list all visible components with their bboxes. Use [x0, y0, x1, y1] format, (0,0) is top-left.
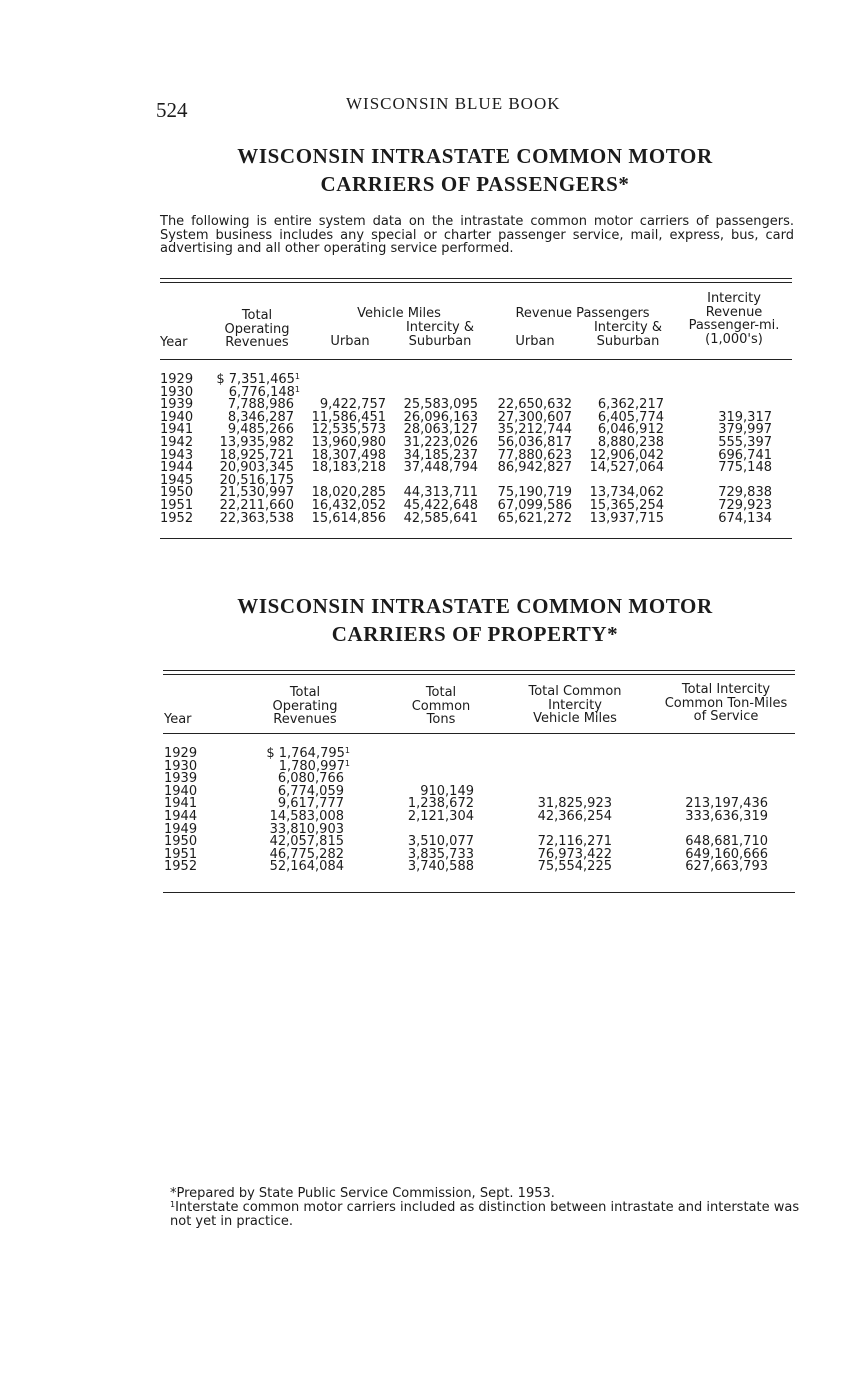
footnote-star: *Prepared by State Public Service Commission, Sept. 1953.	[170, 1186, 555, 1201]
pr-header-rev-l2: Operating	[272, 698, 338, 714]
table-cell: 1951	[160, 497, 194, 513]
table-cell: 75,554,225	[537, 859, 612, 875]
table-cell: 86,942,827	[497, 460, 572, 476]
table-cell: 44,313,711	[403, 485, 478, 501]
running-head: WISCONSIN BLUE BOOK	[346, 94, 561, 113]
cell-value: 1,780,997	[278, 758, 345, 774]
table-cell: 8,346,287	[227, 409, 294, 425]
table-cell: 42,366,254	[537, 808, 612, 824]
table-cell: 6,080,766	[277, 771, 344, 787]
table-cell: 22,363,538	[219, 510, 294, 526]
table-cell: 67,099,586	[497, 497, 572, 513]
table-cell	[670, 773, 768, 786]
table-cell: 1949	[164, 821, 198, 837]
table-cell: 15,365,254	[589, 497, 664, 513]
passengers-top-rule-2	[160, 282, 792, 283]
table-cell: 65,621,272	[497, 510, 572, 526]
pr-header-revenues	[255, 686, 355, 727]
table-cell: 775,148	[718, 460, 772, 476]
table-cell: 1944	[160, 460, 194, 476]
table-cell: 37,448,794	[403, 460, 478, 476]
pr-header-vm-l2: Intercity	[548, 697, 602, 713]
table-cell: 22,211,660	[219, 497, 294, 513]
pr-header-rev-l3: Revenues	[273, 712, 337, 727]
p-header-rp-intercity-l2: Suburban	[596, 333, 660, 349]
p-col-rp-intercity	[576, 374, 664, 525]
table-cell	[700, 387, 772, 400]
table-cell: 1944	[164, 808, 198, 824]
table-cell: 15,614,856	[311, 510, 386, 526]
passengers-title-line1: WISCONSIN INTRASTATE COMMON MOTOR	[237, 144, 713, 168]
table-cell	[520, 748, 612, 761]
table-cell: 3,740,588	[407, 859, 474, 875]
table-cell	[390, 374, 478, 387]
pr-header-tm-l1: Total Intercity	[681, 682, 771, 697]
pr-col-vehicle-miles	[520, 748, 612, 874]
footnote-mark: 1	[344, 758, 350, 768]
table-cell	[700, 374, 772, 387]
table-cell: 7,788,986	[227, 397, 294, 413]
table-cell: 45,422,648	[403, 497, 478, 513]
table-cell: 319,317	[718, 409, 772, 425]
table-cell: 27,300,607	[497, 409, 572, 425]
table-cell: 1952	[164, 859, 198, 875]
table-cell: 26,096,163	[403, 409, 478, 425]
table-cell: 18,307,498	[311, 447, 386, 463]
table-cell: 25,583,095	[403, 397, 478, 413]
passengers-title-line2: CARRIERS OF PASSENGERS*	[320, 172, 630, 196]
table-cell: 31,825,923	[537, 796, 612, 812]
table-cell: 20,903,345	[219, 460, 294, 476]
p-header-year: Year	[160, 335, 188, 350]
table-cell: 21,530,997	[219, 485, 294, 501]
p-col-rp-urban	[482, 374, 572, 525]
p-header-vm-intercity-l2: Suburban	[408, 333, 472, 349]
table-cell: 13,734,062	[589, 485, 664, 501]
p-header-ipm-l3: Passenger-mi.	[688, 318, 780, 333]
table-cell: 696,741	[718, 447, 772, 463]
p-header-rp-intercity-l1: Intercity &	[593, 320, 663, 335]
page-number: 524	[156, 98, 188, 122]
table-cell: 213,197,436	[685, 796, 768, 812]
p-header-vehicle-miles: Vehicle Miles	[357, 306, 441, 321]
passengers-header-rule	[160, 359, 792, 360]
table-cell: 18,020,285	[311, 485, 386, 501]
p-header-vm-intercity	[400, 321, 480, 348]
table-cell: 33,810,903	[269, 821, 344, 837]
pr-header-rev-l1: Total	[289, 685, 321, 700]
table-cell: 2,121,304	[407, 808, 474, 824]
table-cell: 729,838	[718, 485, 772, 501]
table-cell: 1929	[164, 746, 198, 761]
pr-col-revenues	[244, 748, 350, 874]
p-header-revenues-l1: Total	[241, 308, 273, 323]
table-cell	[300, 374, 386, 387]
table-cell: 910,149	[420, 783, 474, 799]
property-bottom-rule	[163, 892, 795, 893]
passengers-intro: The following is entire system data on the intrastate common motor carriers of passengers. System business includes any special or charter passenger service, mail, express, bus, card advertising and all other operating service performed.	[160, 214, 794, 256]
table-cell: 1951	[164, 846, 198, 862]
table-cell: 12,906,042	[589, 447, 664, 463]
table-cell: 9,617,777	[277, 796, 344, 812]
table-cell: 729,923	[718, 497, 772, 513]
cell-value: $ 1,764,795	[266, 746, 345, 761]
table-cell: 1941	[164, 796, 198, 812]
table-cell: 16,432,052	[311, 497, 386, 513]
p-col-vm-intercity	[390, 374, 478, 525]
p-col-vm-urban	[300, 374, 386, 525]
table-cell	[482, 374, 572, 387]
pr-header-vehicle-miles	[512, 685, 638, 726]
table-cell: 6,046,912	[597, 422, 664, 438]
table-cell: 1941	[160, 422, 194, 438]
p-header-ipm-l1: Intercity	[707, 291, 761, 306]
p-header-ipm-l4: (1,000's)	[705, 331, 763, 347]
table-cell: 1929	[160, 372, 194, 387]
p-header-ipm-l2: Revenue	[705, 304, 763, 320]
table-cell	[520, 773, 612, 786]
pr-col-tons	[400, 748, 474, 874]
footnote-mark: 1	[294, 372, 300, 381]
p-header-rp-urban: Urban	[515, 334, 555, 349]
table-cell: 555,397	[718, 434, 772, 450]
table-cell: 13,937,715	[589, 510, 664, 526]
table-cell	[520, 761, 612, 774]
cell-value: $ 7,351,465	[216, 372, 295, 387]
table-cell: 18,183,218	[311, 460, 386, 476]
table-cell: 76,973,422	[537, 846, 612, 862]
table-cell	[400, 761, 474, 774]
property-top-rule-2	[163, 674, 795, 675]
table-cell: 9,485,266	[227, 422, 294, 438]
table-cell: 9,422,757	[319, 397, 386, 413]
pr-header-tm-l2: Common Ton-Miles	[664, 695, 788, 711]
table-cell: 11,586,451	[311, 409, 386, 425]
table-cell	[576, 374, 664, 387]
table-cell: 1930	[164, 758, 198, 774]
table-cell: 46,775,282	[269, 846, 344, 862]
table-cell	[400, 748, 474, 761]
table-cell: 6,362,217	[597, 397, 664, 413]
pr-header-vm-l3: Vehicle Miles	[533, 711, 617, 726]
table-cell: 42,585,641	[403, 510, 478, 526]
cell-value: 6,776,148	[228, 384, 295, 400]
pr-header-vm-l1: Total Common	[528, 684, 622, 699]
table-cell: 1942	[160, 434, 194, 450]
footnote-one	[170, 1201, 810, 1228]
table-cell	[670, 761, 768, 774]
table-cell: 648,681,710	[685, 834, 768, 850]
pr-header-tons	[400, 686, 482, 727]
table-cell: 14,583,008	[269, 808, 344, 824]
property-header-rule	[163, 733, 795, 734]
table-cell: 1950	[164, 834, 198, 850]
table-cell: 1939	[160, 397, 194, 413]
p-header-revenues	[212, 309, 302, 350]
pr-col-ton-miles	[670, 748, 768, 874]
table-cell: 34,185,237	[403, 447, 478, 463]
pr-header-tons-l2: Common	[411, 698, 471, 714]
table-cell: 22,650,632	[497, 397, 572, 413]
pr-header-tm-l3: of Service	[693, 709, 759, 724]
table-cell: 1940	[164, 783, 198, 799]
table-cell: 649,160,666	[685, 846, 768, 862]
footnote-mark: 1	[344, 746, 350, 755]
passengers-top-rule	[160, 278, 792, 279]
table-cell: 20,516,175	[219, 472, 294, 488]
table-cell: 1930	[160, 384, 194, 400]
p-col-revenues	[196, 374, 300, 525]
table-cell: 52,164,084	[269, 859, 344, 875]
table-cell: 1945	[160, 472, 194, 488]
table-cell: 14,527,064	[589, 460, 664, 476]
table-cell: 1939	[164, 771, 198, 787]
pr-col-year	[164, 748, 197, 874]
p-header-revenues-l3: Revenues	[225, 335, 289, 350]
table-cell: 6,774,059	[277, 783, 344, 799]
table-cell: 31,223,026	[403, 434, 478, 450]
footnote-one-text: Interstate common motor carriers included as distinction between intrastate and interstate was not yet in practice.	[170, 1200, 800, 1229]
property-title-line1: WISCONSIN INTRASTATE COMMON MOTOR	[237, 594, 713, 618]
table-cell: 1,238,672	[407, 796, 474, 812]
table-cell: 1952	[160, 510, 194, 526]
p-header-vm-urban: Urban	[330, 334, 370, 349]
table-cell: 1940	[160, 409, 194, 425]
p-header-rp-intercity	[585, 321, 671, 348]
footnote-one-mark: 1	[170, 1200, 176, 1209]
p-col-year	[160, 374, 193, 525]
table-cell: 28,063,127	[403, 422, 478, 438]
table-cell: 12,535,573	[311, 422, 386, 438]
p-header-vm-intercity-l1: Intercity &	[405, 320, 475, 335]
table-cell: 3,510,077	[407, 834, 474, 850]
pr-header-tons-l3: Tons	[426, 712, 456, 727]
footnote-mark: 1	[294, 384, 300, 394]
table-cell: 333,636,319	[685, 808, 768, 824]
pr-header-tons-l1: Total	[425, 685, 457, 700]
table-cell: 13,935,982	[219, 434, 294, 450]
table-cell: 56,036,817	[497, 434, 572, 450]
table-cell: 13,960,980	[311, 434, 386, 450]
table-cell: 6,405,774	[597, 409, 664, 425]
property-title	[150, 592, 800, 648]
table-cell: 1943	[160, 447, 194, 463]
pr-header-ton-miles	[650, 683, 802, 724]
table-cell: 3,835,733	[407, 846, 474, 862]
pr-header-year: Year	[164, 712, 192, 727]
passengers-bottom-rule	[160, 538, 792, 539]
property-title-line2: CARRIERS OF PROPERTY*	[331, 622, 619, 646]
table-cell: 72,116,271	[537, 834, 612, 850]
table-cell: 18,925,721	[219, 447, 294, 463]
p-col-passenger-miles	[700, 374, 772, 525]
property-top-rule	[163, 670, 795, 671]
table-cell: 35,212,744	[497, 422, 572, 438]
table-cell: 8,880,238	[597, 434, 664, 450]
p-header-passenger-miles	[684, 292, 784, 346]
table-cell: 627,663,793	[685, 859, 768, 875]
table-cell: 1950	[160, 485, 194, 501]
p-header-revenue-passengers: Revenue Passengers	[515, 306, 650, 321]
table-cell: 674,134	[718, 510, 772, 526]
table-cell: 77,880,623	[497, 447, 572, 463]
table-cell: 379,997	[718, 422, 772, 438]
passengers-title	[150, 142, 800, 198]
table-cell: 75,190,719	[497, 485, 572, 501]
table-cell	[670, 748, 768, 761]
table-cell: 42,057,815	[269, 834, 344, 850]
p-header-revenues-l2: Operating	[224, 321, 290, 337]
